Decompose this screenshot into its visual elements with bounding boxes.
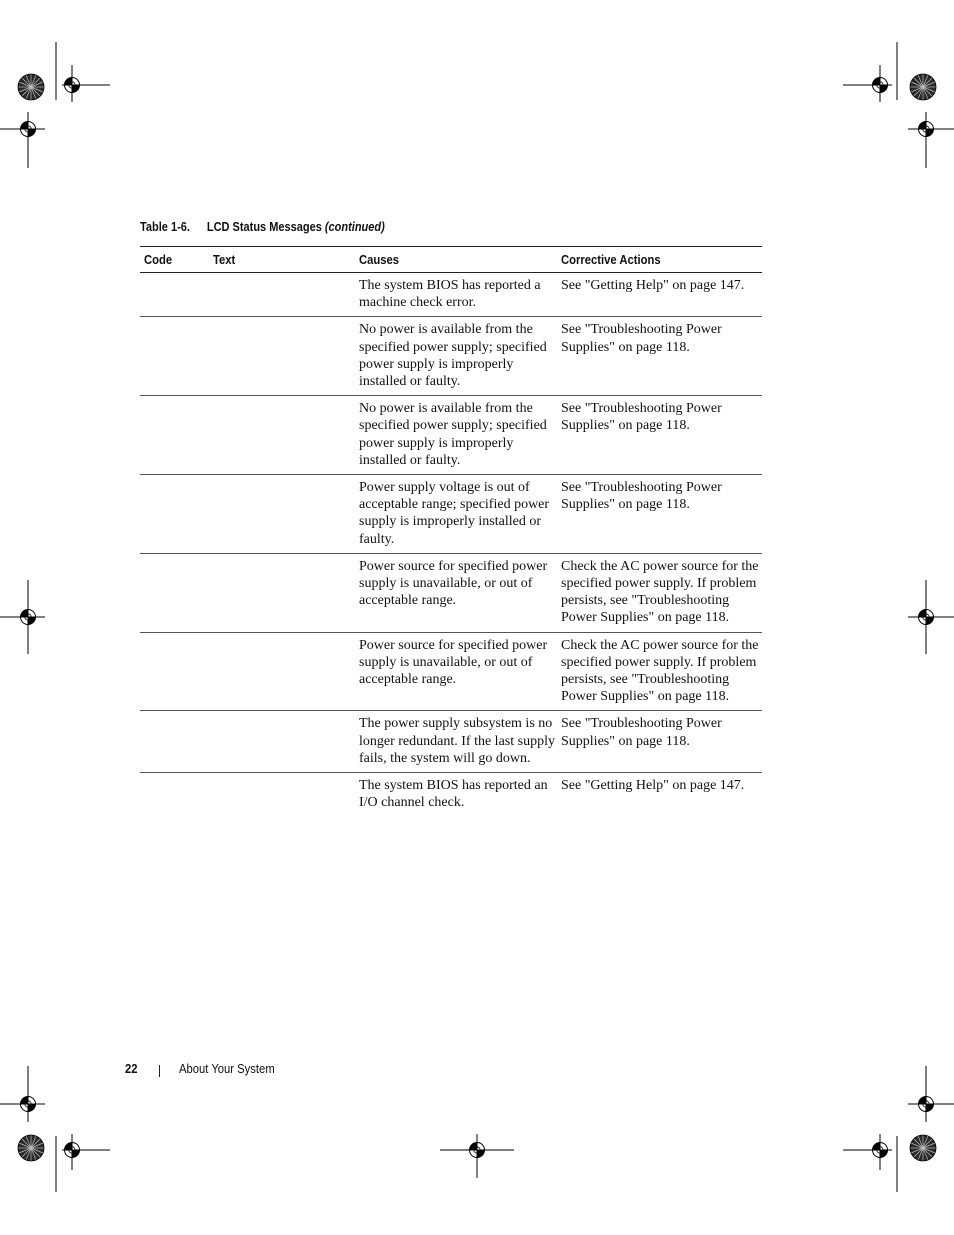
column-header-corrective-actions: Corrective Actions: [558, 247, 762, 273]
cell-code: [140, 273, 210, 317]
cell-corrective-actions: See "Troubleshooting Power Supplies" on page 118.: [558, 317, 762, 396]
cell-code: [140, 475, 210, 554]
cell-code: [140, 632, 210, 711]
cell-text: [210, 553, 356, 632]
cell-causes: Power source for specified power supply is unavailable, or out of acceptable range.: [356, 553, 558, 632]
cell-code: [140, 317, 210, 396]
table-title-suffix: (continued): [324, 220, 385, 234]
table-row: [140, 317, 762, 396]
table-row: [140, 632, 762, 711]
cell-text: [210, 773, 356, 817]
page-number: 22: [125, 1062, 138, 1076]
footer-divider: [159, 1065, 160, 1077]
cell-code: [140, 711, 210, 773]
cell-corrective-actions: See "Getting Help" on page 147.: [561, 778, 745, 794]
cell-corrective-actions: See "Troubleshooting Power Supplies" on page 118.: [558, 396, 762, 475]
column-header-code: Code: [140, 247, 210, 273]
table-row: [140, 711, 762, 773]
table-number: Table 1-6.: [140, 220, 190, 234]
cell-causes: No power is available from the specified power supply; specified power supply is improperly installed or faulty.: [356, 317, 558, 396]
column-header-text: Text: [210, 247, 356, 273]
table-row: [140, 273, 762, 317]
table-row: [140, 553, 762, 632]
cell-corrective-actions: Check the AC power source for the specified power supply. If problem persists, see "Troubleshooting Power Supplies" on page 118.: [558, 553, 762, 632]
cell-code: [140, 396, 210, 475]
cell-causes: Power supply voltage is out of acceptable range; specified power supply is improperly installed or faulty.: [356, 475, 558, 554]
cell-causes: The power supply subsystem is no longer redundant. If the last supply fails, the system will go down.: [356, 711, 558, 773]
table-row: [140, 773, 762, 817]
table-title: LCD Status Messages: [206, 220, 322, 234]
cell-causes: The system BIOS has reported a machine check error.: [356, 273, 558, 317]
cell-text: [210, 273, 356, 317]
cell-code: [140, 553, 210, 632]
cell-causes: Power source for specified power supply is unavailable, or out of acceptable range.: [356, 632, 558, 711]
cell-corrective-actions: See "Troubleshooting Power Supplies" on page 118.: [558, 711, 762, 773]
cell-corrective-actions: See "Troubleshooting Power Supplies" on page 118.: [558, 475, 762, 554]
table-row: [140, 396, 762, 475]
cell-text: [210, 317, 356, 396]
cell-causes: The system BIOS has reported an I/O channel check.: [359, 778, 548, 811]
cell-causes: No power is available from the specified power supply; specified power supply is improperly installed or faulty.: [356, 396, 558, 475]
cell-code: [140, 773, 210, 817]
table-header-row: [140, 247, 762, 273]
cell-text: [210, 475, 356, 554]
column-header-causes: Causes: [356, 247, 558, 273]
table-caption: [140, 220, 385, 234]
footer-section-title: About Your System: [179, 1062, 275, 1076]
lcd-status-messages-table: [140, 246, 762, 816]
cell-text: [210, 396, 356, 475]
cell-corrective-actions: See "Getting Help" on page 147.: [558, 273, 762, 317]
cell-text: [210, 711, 356, 773]
cell-text: [210, 632, 356, 711]
cell-corrective-actions: Check the AC power source for the specified power supply. If problem persists, see "Troubleshooting Power Supplies" on page 118.: [558, 632, 762, 711]
table-row: [140, 475, 762, 554]
